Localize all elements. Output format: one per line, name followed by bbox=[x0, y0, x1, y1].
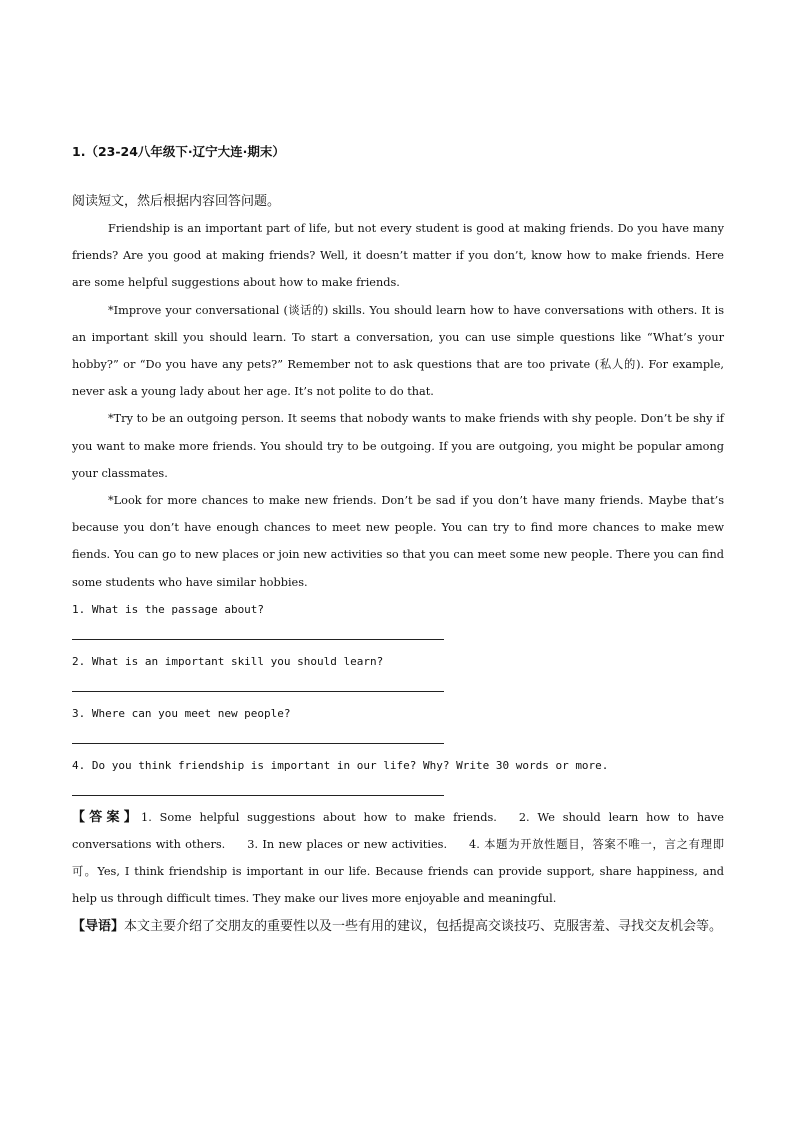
answer-tag: 【答案】 bbox=[72, 809, 142, 825]
answer-item-4: 4. 本题为开放性题目，答案不唯一，言之有理即可。Yes, I think friendship is important in our life. Because friends can provide support, share happiness, and help us through difficult times. They make our lives more enjoyable and meaningful. bbox=[72, 838, 724, 906]
guide-tag: 【导语】 bbox=[72, 918, 125, 934]
passage-paragraph-outgoing: *Try to be an outgoing person. It seems that nobody wants to make friends with shy people. Don’t be shy if you want to make more friends. You should try to be outgoing. If you are outgoing, you might be popular among your classmates. bbox=[72, 412, 724, 480]
passage-paragraph-chances: *Look for more chances to make new friends. Don’t be sad if you don’t have many friends. Maybe that’s because you don’t have enough chances to meet new people. You can try to find more chances to make mew fiends. You can go to new places or join new activities so that you can meet some new people. There you can find some students who have similar hobbies. bbox=[72, 494, 724, 589]
question-2: 2. What is an important skill you should learn? bbox=[72, 654, 384, 668]
answer-section bbox=[72, 804, 724, 913]
question-list bbox=[72, 596, 724, 796]
passage-paragraph-conversation: *Improve your conversational (谈话的) skills. You should learn how to have conversations with others. It is an important skill you should learn. To start a conversation, you can use simple questions like “What’s your hobby?” or “Do you have any pets?” Remember not to ask questions that are too private (私人的). For example, never ask a young lady about her age. It’s not polite to do that. bbox=[72, 303, 724, 399]
guide-section bbox=[72, 913, 724, 940]
answer-item-1: 1. Some helpful suggestions about how to make friends. bbox=[141, 810, 497, 824]
answer-item-2: 2. We should learn how to have conversations with others. bbox=[72, 810, 724, 852]
passage-paragraph-intro: Friendship is an important part of life, but not every student is good at making friends. Do you have many friends? Are you good at making friends? Well, it doesn’t matter if you don’t, know how to make friends. Here are some helpful suggestions about how to make friends. bbox=[72, 222, 724, 290]
question-heading: 1.（23-24八年级下·辽宁大连·期末） bbox=[72, 144, 285, 159]
question-4: 4. Do you think friendship is important in our life? Why? Write 30 words or more. bbox=[72, 758, 609, 772]
instruction-text: 阅读短文，然后根据内容回答问题。 bbox=[72, 194, 281, 209]
question-3: 3. Where can you meet new people? bbox=[72, 706, 291, 720]
question-1: 1. What is the passage about? bbox=[72, 602, 265, 616]
guide-text: 本文主要介绍了交朋友的重要性以及一些有用的建议，包括提高交谈技巧、克服害羞、寻找交友机会等。 bbox=[124, 918, 723, 934]
answer-line-2[interactable] bbox=[72, 691, 444, 692]
answer-line-1[interactable] bbox=[72, 639, 444, 640]
answer-line-4[interactable] bbox=[72, 795, 444, 796]
answer-line-3[interactable] bbox=[72, 743, 444, 744]
document-page bbox=[72, 140, 724, 940]
answer-item-3: 3. In new places or new activities. bbox=[247, 838, 448, 852]
reading-passage bbox=[72, 215, 724, 596]
